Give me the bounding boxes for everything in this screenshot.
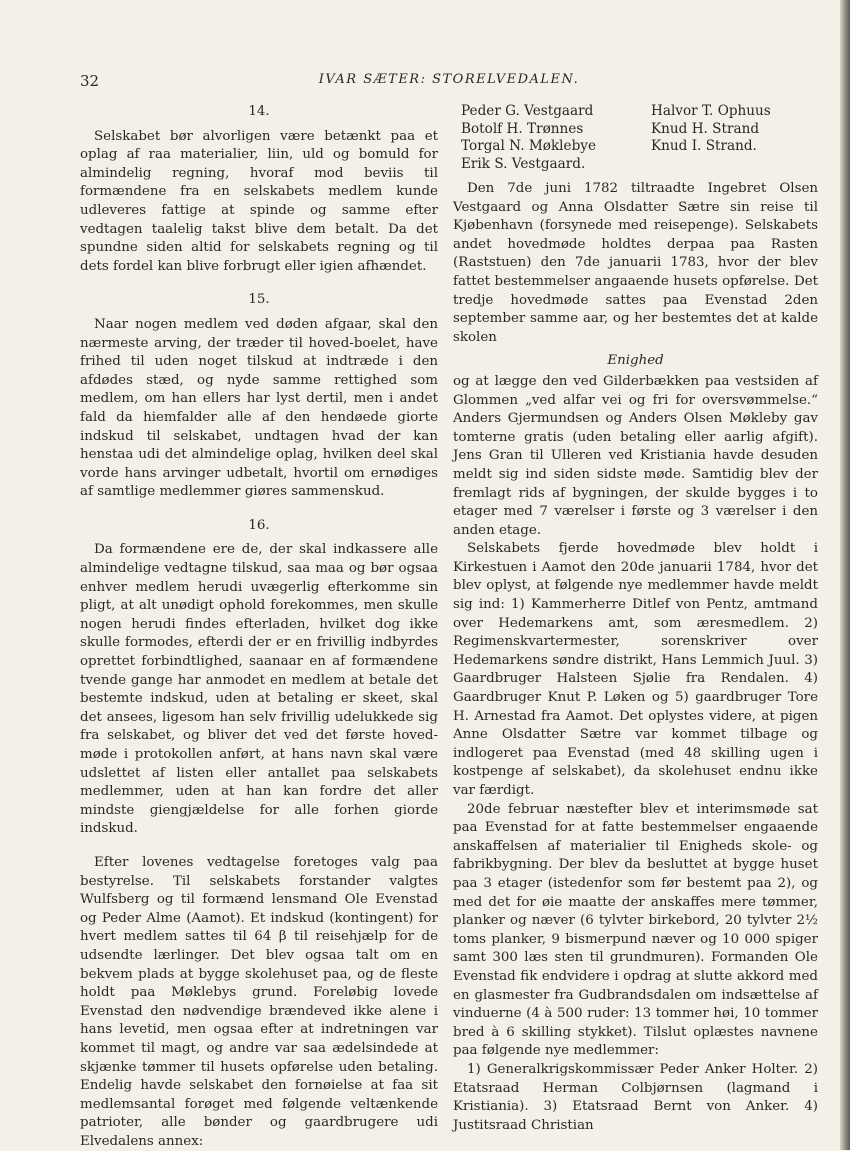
member-name: Erik S. Vestgaard. [461, 155, 586, 172]
page-number: 32 [80, 72, 100, 90]
paragraph: Den 7de juni 1782 tiltraadte Ingebret Olsen Vestgaard og Anna Olsdatter Sætre sin reise til Kjøbenhavn (forsynede med reisepenge). Selskabets andet hovedmøde holdtes derpaa paa Rasten (Raststuen) den 7de januarii 1783, hvor der blev fattet bestemmelser angaaende husets opførelse. Det tredje hovedmøde sattes paa Evenstad 2den september samme aar, og her bestemtes det at kalde skolen [453, 181, 818, 345]
page-edge [840, 0, 850, 1150]
paragraph: Selskabets fjerde hovedmøde blev holdt i Kirkestuen i Aamot den 20de januarii 1784, hvor det blev oplyst, at følgende nye medlemmer havde meldt sig ind: 1) Kammerherre Ditlef von Pentz, amtmand over Hedemarkens amt, som æresmedlem. 2) Regimenskvartermester, sorenskriver over Hedemarkens søndre distrikt, Hans Lemmich Juul. 3) Gaardbruger Halsteen Sjølie fra Rendalen. 4) Gaardbruger Knut P. Løken og 5) gaardbruger Tore H. Arnestad fra Aamot. Det oplystes videre, at pigen Anne Olsdatter Sætre var kommet tilbage og indlogeret paa Evenstad (med 48 skilling ugen i kostpenge af selskabet), da skolehuset endnu ikke var færdigt. [453, 541, 818, 798]
section-paragraph: Da formændene ere de, der skal indkassere alle almindelige vedtagne tilskud, saa maa og bør ogsaa enhver medlem herudi uvægerlig efterkomme sin pligt, at alt unødigt ophold forekommes, men skulle nogen herudi findes efterladen, hvilket dog ikke skulle formodes, efterdi der er en frivillig indbyrdes oprettet forbindtlighed, saanaar en af formændene tvende gange har anmodet en medlem at betale det bestemte indskud, uden at betaling er skeet, skal det ansees, ligesom han selv frivillig udelukkede sig fra selskabet, og bliver det ved det første hoved-møde i protokollen anført, at hans navn skal være udslettet af listen eller antallet paa selskabets medlemmer, uden at han kan fordre det aller mindste giengjældelse for alle forhen giorde indskud. [80, 542, 438, 837]
section-paragraph: Selskabet bør alvorligen være betænkt paa et oplag af raa materialier, liin, uld og bomuld for almindelig regning, hvoraf mod beviis til formændene fra en selskabets medlem kunde udleveres fattige at spinde og samme efter vedtagen taalelig takst blive dem betalt. Da det spundne siden altid for selskabets regning og til dets fordel kan blive forbrugt eller igien afhændet. [80, 128, 438, 274]
member-name: Knud H. Strand [651, 120, 760, 137]
member-name: Knud I. Strand. [651, 138, 757, 154]
member-names [453, 103, 818, 173]
paragraph: 20de februar næstefter blev et interimsmøde sat paa Evenstad for at fatte bestemmelser engaaende anskaffelsen af materialier til Enigheds skole- og fabrikbygning. Der blev da besluttet at bygge huset paa 3 etager (istedenfor som før bestemt paa 2), og med det for øie maatte der anskaffes mere tømmer, planker og næver (6 tylvter birkebord, 20 tylvter 2½ toms planker, 9 bismerpund næver og 10 000 spiger samt 300 læs sten til grundmuren). Formanden Ole Evenstad fik endvidere i opdrag at slutte akkord med en glasmester fra Gudbrandsdalen om indsættelse af vinduerne (4 à 500 ruder: 13 tommer høi, 10 tommer bred à 6 skilling stykket). Tilslut oplæstes navnene paa følgende nye medlemmer: [453, 801, 818, 1059]
closing-paragraph: Efter lovenes vedtagelse foretoges valg paa bestyrelse. Til selskabets forstander valgtes Wulfsberg og til formænd lensmand Ole Evenstad og Peder Alme (Aamot). Et indskud (kontingent) for hvert medlem sattes til 64 β til reisehjælp for de udsendte lærlinger. Det blev ogsaa talt om en bekvem plads at bygge skolehuset paa, og de fleste holdt paa Møklebys grund. Foreløbig lovede Evenstad den nødvendige brændeved ikke alene i hans levetid, men ogsaa efter at indretningen var kommet til magt, og andre var saa ædelsindede at skjænke tømmer til husets opførelse uden betaling. Endelig havde selskabet den fornøielse at faa sit medlemsantal forøget med følgende veltænkende patrioter, alle bønder og gaardbrugere udi Elvedalens annex: [80, 854, 438, 1149]
section-number: 15. [248, 292, 270, 308]
section-paragraph: Naar nogen medlem ved døden afgaar, skal den nærmeste arving, der træder til hoved-boelet, have frihed til uden noget tilskud at indtræde i den afdødes stæd, og nyde samme rettighed som medlem, om han ellers har lyst dertil, men i andet fald da hiemfalder alle af den hendøede giorte indskud til selskabet, undtagen hvad der kan henstaa udi det almindelige oplag, hvilken deel skal vorde hans arvinger udbetalt, hvortil om ernødiges af samtlige medlemmer giøres sammenskud. [80, 316, 438, 500]
left-column [80, 103, 438, 1151]
member-name: Torgal N. Møklebye [461, 138, 596, 154]
right-column [453, 103, 818, 1135]
page-header [80, 72, 818, 94]
running-head: IVAR SÆTER: STORELVEDALEN. [318, 72, 580, 87]
section-number: 14. [248, 104, 270, 119]
paragraph: 1) Generalkrigskommissær Peder Anker Holter. 2) Etatsraad Herman Colbjørnsen (lagmand i Kristiania). 3) Etatsraad Bernt von Anker. 4) Justitsraad Christian [453, 1061, 818, 1133]
section-number: 16. [248, 517, 270, 533]
member-name: Botolf H. Trønnes [461, 120, 584, 137]
paragraph: og at lægge den ved Gilderbækken paa vestsiden af Glommen „ved alfar vei og fri for oversvømmelse.“ Anders Gjermundsen og Anders Olsen Møkleby gav tomterne gratis (uden betaling eller aarlig afgift). Jens Gran til Ulleren ved Kristiania havde desuden meldt sig ind siden sidste møde. Samtidig blev der fremlagt rids af bygningen, der skulde bygges i to etager med 7 værelser i første og 3 værelser i den anden etage. [453, 373, 818, 538]
member-name: Halvor T. Ophuus [651, 103, 771, 119]
italic-heading: Enighed [607, 353, 664, 369]
member-name: Peder G. Vestgaard [461, 103, 594, 119]
